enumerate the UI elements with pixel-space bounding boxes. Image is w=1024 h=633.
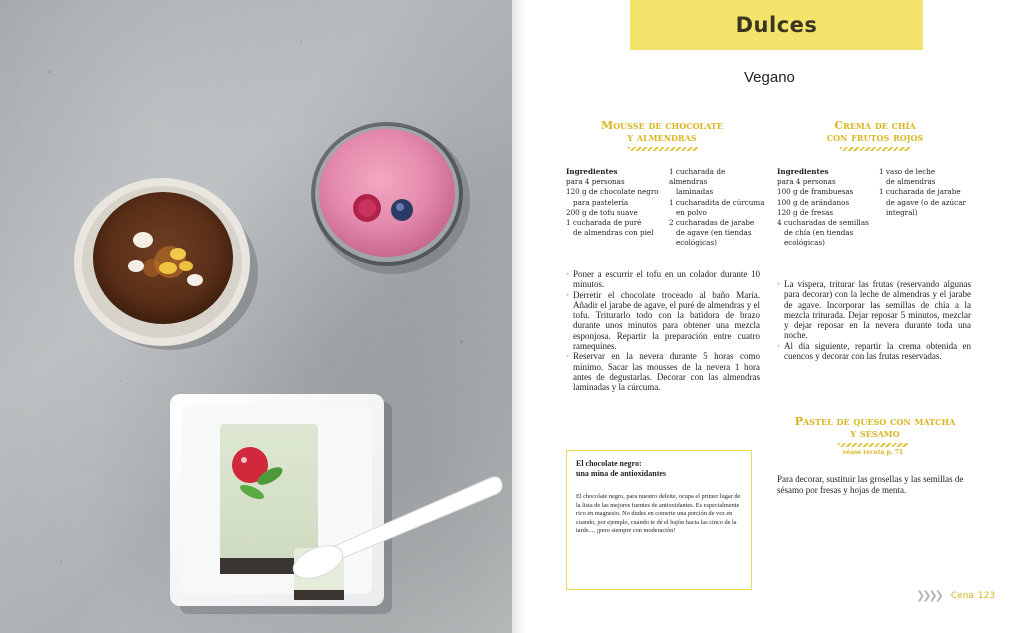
tip-box-chocolate (566, 450, 752, 590)
step-item: • Poner a escurrir el tofu en un colador durante 10 minutos. (566, 269, 760, 290)
footer-section: Cena (950, 590, 974, 601)
title-underline (628, 147, 698, 151)
step-item: • Al día siguiente, repartir la crema obtenida en cuencos y decorar con las frutas reservadas. (777, 341, 971, 362)
ingredients-chia-col2: 1 vaso de leche de almendras 1 cucharada de jarabe de agave (o de azúcar integral) (879, 167, 966, 217)
tip-box-body: El chocolate negro, para nuestro deleite, ocupa el primer lugar de la lista de las mejores fuentes de antioxidantes. Es especialmente rico en magnesio. No dudes en comerte una porción de vez en cuando, por ejemplo, cuando te dé el bajón hacia las cinco de la tarde..., ¡pero siempre con moderación! (576, 493, 741, 535)
page-number: 123 (977, 590, 996, 601)
step-item: • La víspera, triturar las frutas (reservando algunas para decorar) con la leche de almendras y el jarabe de agave. Incorporar las semillas de chía a la mezcla triturada. Dejar reposar 5 minutos, mezclar y dejar reposar en la nevera durante toda una noche. (777, 279, 971, 341)
steps-chia (777, 279, 971, 361)
step-item: • Reservar en la nevera durante 5 horas como mínimo. Sacar las mousses de la nevera 1 hora antes de degustarlas. Decorar con las almendras laminadas y la cúrcuma. (566, 351, 760, 392)
section-title-banner (630, 0, 923, 50)
recipe-title-pastel: Pastel de queso con matcha y sésamo (794, 415, 956, 440)
chevron-decoration-icon: ❯❯❯❯ (916, 589, 941, 602)
ingredients-mousse-col1: Ingredientes para 4 personas 120 g de chocolate negro para pastelería 200 g de tofu suave 1 cucharada de puré de almendras con piel (566, 167, 659, 238)
page-footer (916, 589, 995, 602)
ingredients-chia-col1: Ingredientes para 4 personas 100 g de frambuesas 100 g de arándanos 120 g de fresas 4 cucharadas de semillas de chía (en tiendas ecológicas) (777, 167, 869, 248)
recipe-reference: véase receta p. 71 (842, 449, 904, 456)
page-gutter-shadow (512, 0, 526, 633)
recipe-title-chia: Crema de chía con frutos rojos (826, 119, 924, 144)
section-subtitle: Vegano (744, 69, 795, 86)
ingredients-mousse-col2: 1 cucharada de almendras laminadas 1 cucharadita de cúrcuma en polvo 2 cucharadas de jarabe de agave (en tiendas ecológicas) (669, 167, 765, 248)
title-underline (840, 147, 910, 151)
recipe-pastel-text: Para decorar, sustituir las grosellas y las semillas de sésamo por fresas y hojas de menta. (777, 474, 964, 495)
steps-mousse (566, 269, 760, 393)
section-title: Dulces (735, 13, 818, 37)
recipe-title-mousse: Mousse de chocolate y almendras (601, 119, 723, 144)
step-item: • Derretir el chocolate troceado al baño María. Añadir el jarabe de agave, el puré de almendras y el tofu. Triturarlo todo con la batidora de brazo durante unos minutos para obtener una mezcla esponjosa. Repartir la preparación entre cuatro ramequines. (566, 290, 760, 352)
title-underline (838, 443, 908, 447)
tip-box-title: El chocolate negro: una mina de antioxidantes (576, 459, 667, 478)
